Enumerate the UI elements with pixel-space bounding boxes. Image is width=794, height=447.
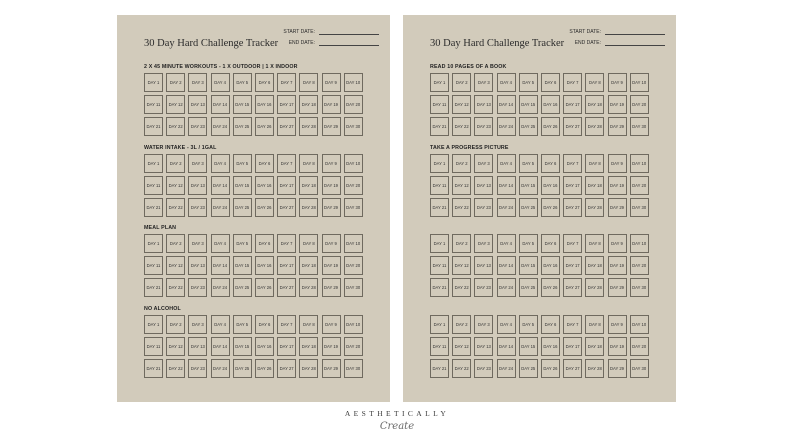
day-checkbox[interactable]: DAY 9 [608, 73, 627, 92]
day-checkbox[interactable]: DAY 16 [541, 176, 560, 195]
day-checkbox[interactable]: DAY 1 [430, 315, 449, 334]
day-checkbox[interactable]: DAY 5 [233, 73, 252, 92]
section-title: NO ALCOHOL [144, 306, 181, 312]
end-date-line[interactable] [605, 40, 665, 46]
day-checkbox[interactable]: DAY 30 [630, 359, 649, 378]
day-checkbox[interactable]: DAY 9 [322, 73, 341, 92]
day-checkbox[interactable]: DAY 7 [277, 154, 296, 173]
day-checkbox[interactable]: DAY 5 [233, 234, 252, 253]
day-grid [144, 315, 363, 378]
day-checkbox[interactable]: DAY 23 [188, 359, 207, 378]
habit-section [430, 64, 649, 136]
day-checkbox[interactable]: DAY 9 [608, 315, 627, 334]
day-checkbox[interactable]: DAY 7 [277, 73, 296, 92]
habit-section [144, 225, 363, 297]
day-checkbox[interactable]: DAY 24 [497, 359, 516, 378]
day-checkbox[interactable]: DAY 17 [563, 337, 582, 356]
day-checkbox[interactable]: DAY 26 [541, 117, 560, 136]
day-checkbox[interactable]: DAY 16 [255, 176, 274, 195]
day-checkbox[interactable]: DAY 29 [608, 359, 627, 378]
day-checkbox[interactable]: DAY 11 [144, 176, 163, 195]
day-checkbox[interactable]: DAY 2 [452, 234, 471, 253]
day-checkbox[interactable]: DAY 29 [608, 117, 627, 136]
day-checkbox[interactable]: DAY 8 [299, 154, 318, 173]
day-checkbox[interactable]: DAY 23 [474, 198, 493, 217]
day-checkbox[interactable]: DAY 27 [277, 278, 296, 297]
day-checkbox[interactable]: DAY 15 [233, 176, 252, 195]
day-checkbox[interactable]: DAY 18 [299, 337, 318, 356]
day-checkbox[interactable]: DAY 14 [497, 176, 516, 195]
day-checkbox[interactable]: DAY 11 [144, 256, 163, 275]
habit-section [430, 145, 649, 217]
day-checkbox[interactable]: DAY 27 [277, 359, 296, 378]
day-checkbox[interactable]: DAY 8 [585, 315, 604, 334]
day-checkbox[interactable]: DAY 6 [255, 154, 274, 173]
day-checkbox[interactable]: DAY 28 [299, 278, 318, 297]
day-checkbox[interactable]: DAY 3 [474, 315, 493, 334]
day-checkbox[interactable]: DAY 18 [585, 176, 604, 195]
day-checkbox[interactable]: DAY 15 [233, 256, 252, 275]
start-date-field[interactable] [553, 29, 665, 35]
day-checkbox[interactable]: DAY 16 [541, 256, 560, 275]
day-checkbox[interactable]: DAY 24 [211, 117, 230, 136]
habit-section [430, 225, 649, 297]
section-title: READ 10 PAGES OF A BOOK [430, 64, 507, 70]
day-checkbox[interactable]: DAY 27 [563, 198, 582, 217]
day-checkbox[interactable]: DAY 17 [563, 176, 582, 195]
day-checkbox[interactable]: DAY 19 [322, 256, 341, 275]
day-checkbox[interactable]: DAY 21 [144, 359, 163, 378]
day-checkbox[interactable]: DAY 3 [188, 234, 207, 253]
day-checkbox[interactable]: DAY 7 [563, 234, 582, 253]
day-checkbox[interactable]: DAY 3 [474, 234, 493, 253]
day-checkbox[interactable]: DAY 22 [166, 278, 185, 297]
day-checkbox[interactable]: DAY 30 [630, 117, 649, 136]
day-checkbox[interactable]: DAY 25 [233, 278, 252, 297]
day-checkbox[interactable]: DAY 9 [322, 315, 341, 334]
day-checkbox[interactable]: DAY 26 [255, 198, 274, 217]
day-checkbox[interactable]: DAY 14 [211, 256, 230, 275]
day-checkbox[interactable]: DAY 19 [608, 176, 627, 195]
day-checkbox[interactable]: DAY 20 [344, 176, 363, 195]
day-checkbox[interactable]: DAY 5 [519, 73, 538, 92]
end-date-label: END DATE: [574, 40, 601, 46]
day-grid [430, 73, 649, 136]
day-checkbox[interactable]: DAY 7 [563, 73, 582, 92]
day-checkbox[interactable]: DAY 2 [452, 73, 471, 92]
section-title [430, 225, 649, 234]
day-checkbox[interactable]: DAY 13 [474, 337, 493, 356]
section-title: MEAL PLAN [144, 225, 177, 231]
day-checkbox[interactable]: DAY 2 [166, 73, 185, 92]
day-checkbox[interactable]: DAY 27 [563, 278, 582, 297]
day-checkbox[interactable]: DAY 8 [299, 234, 318, 253]
start-date-label: START DATE: [569, 29, 601, 35]
day-checkbox[interactable]: DAY 11 [430, 337, 449, 356]
end-date-line[interactable] [319, 40, 379, 46]
start-date-field[interactable] [267, 29, 379, 35]
day-checkbox[interactable]: DAY 6 [541, 154, 560, 173]
day-checkbox[interactable]: DAY 29 [322, 359, 341, 378]
day-checkbox[interactable]: DAY 17 [563, 256, 582, 275]
section-title: TAKE A PROGRESS PICTURE [430, 145, 509, 151]
day-checkbox[interactable]: DAY 21 [144, 117, 163, 136]
day-checkbox[interactable]: DAY 13 [474, 176, 493, 195]
day-checkbox[interactable]: DAY 18 [585, 95, 604, 114]
day-checkbox[interactable]: DAY 11 [144, 95, 163, 114]
day-checkbox[interactable]: DAY 2 [452, 315, 471, 334]
day-checkbox[interactable]: DAY 15 [519, 256, 538, 275]
day-checkbox[interactable]: DAY 7 [563, 315, 582, 334]
day-checkbox[interactable]: DAY 7 [277, 315, 296, 334]
day-checkbox[interactable]: DAY 23 [474, 359, 493, 378]
day-checkbox[interactable]: DAY 20 [630, 256, 649, 275]
day-checkbox[interactable]: DAY 1 [144, 73, 163, 92]
day-checkbox[interactable]: DAY 12 [166, 95, 185, 114]
day-checkbox[interactable]: DAY 8 [585, 73, 604, 92]
day-checkbox[interactable]: DAY 27 [277, 198, 296, 217]
day-checkbox[interactable]: DAY 25 [519, 117, 538, 136]
day-checkbox[interactable]: DAY 12 [166, 256, 185, 275]
day-checkbox[interactable]: DAY 1 [430, 73, 449, 92]
day-checkbox[interactable]: DAY 24 [211, 278, 230, 297]
day-checkbox[interactable]: DAY 12 [452, 256, 471, 275]
day-grid [144, 73, 363, 136]
day-checkbox[interactable]: DAY 3 [474, 154, 493, 173]
day-checkbox[interactable]: DAY 10 [344, 73, 363, 92]
day-checkbox[interactable]: DAY 11 [430, 95, 449, 114]
day-checkbox[interactable]: DAY 29 [322, 278, 341, 297]
start-date-line[interactable] [605, 29, 665, 35]
end-date-label: END DATE: [288, 40, 315, 46]
day-checkbox[interactable]: DAY 8 [299, 315, 318, 334]
day-checkbox[interactable]: DAY 1 [144, 315, 163, 334]
day-checkbox[interactable]: DAY 6 [541, 73, 560, 92]
day-checkbox[interactable]: DAY 15 [519, 176, 538, 195]
day-checkbox[interactable]: DAY 25 [519, 359, 538, 378]
day-grid [430, 315, 649, 378]
end-date-field[interactable] [267, 40, 379, 46]
day-checkbox[interactable]: DAY 29 [608, 198, 627, 217]
day-checkbox[interactable]: DAY 14 [211, 176, 230, 195]
day-checkbox[interactable]: DAY 30 [344, 359, 363, 378]
day-checkbox[interactable]: DAY 12 [452, 95, 471, 114]
day-checkbox[interactable]: DAY 11 [430, 176, 449, 195]
day-checkbox[interactable]: DAY 4 [211, 154, 230, 173]
day-checkbox[interactable]: DAY 10 [630, 73, 649, 92]
day-checkbox[interactable]: DAY 18 [299, 256, 318, 275]
day-checkbox[interactable]: DAY 29 [608, 278, 627, 297]
day-checkbox[interactable]: DAY 27 [563, 117, 582, 136]
day-checkbox[interactable]: DAY 5 [519, 234, 538, 253]
day-checkbox[interactable]: DAY 13 [474, 256, 493, 275]
day-checkbox[interactable]: DAY 15 [519, 95, 538, 114]
day-checkbox[interactable]: DAY 24 [211, 359, 230, 378]
day-checkbox[interactable]: DAY 1 [144, 234, 163, 253]
day-checkbox[interactable]: DAY 28 [585, 117, 604, 136]
day-checkbox[interactable]: DAY 13 [188, 256, 207, 275]
day-checkbox[interactable]: DAY 1 [144, 154, 163, 173]
day-checkbox[interactable]: DAY 2 [166, 315, 185, 334]
start-date-line[interactable] [319, 29, 379, 35]
day-checkbox[interactable]: DAY 21 [430, 117, 449, 136]
day-checkbox[interactable]: DAY 11 [430, 256, 449, 275]
day-checkbox[interactable]: DAY 19 [322, 176, 341, 195]
day-checkbox[interactable]: DAY 16 [255, 256, 274, 275]
day-checkbox[interactable]: DAY 30 [630, 278, 649, 297]
day-grid [144, 234, 363, 297]
day-checkbox[interactable]: DAY 19 [322, 337, 341, 356]
day-checkbox[interactable]: DAY 5 [233, 154, 252, 173]
day-checkbox[interactable]: DAY 5 [519, 315, 538, 334]
day-checkbox[interactable]: DAY 17 [277, 337, 296, 356]
day-checkbox[interactable]: DAY 2 [452, 154, 471, 173]
tracker-page-right [403, 15, 676, 402]
day-checkbox[interactable]: DAY 19 [608, 95, 627, 114]
day-checkbox[interactable]: DAY 23 [474, 117, 493, 136]
day-checkbox[interactable]: DAY 12 [166, 176, 185, 195]
day-checkbox[interactable]: DAY 5 [519, 154, 538, 173]
day-checkbox[interactable]: DAY 19 [608, 256, 627, 275]
day-checkbox[interactable]: DAY 22 [166, 359, 185, 378]
day-checkbox[interactable]: DAY 1 [430, 234, 449, 253]
day-grid [430, 154, 649, 217]
day-checkbox[interactable]: DAY 22 [452, 198, 471, 217]
day-checkbox[interactable]: DAY 15 [233, 95, 252, 114]
day-checkbox[interactable]: DAY 4 [497, 154, 516, 173]
day-checkbox[interactable]: DAY 5 [233, 315, 252, 334]
day-checkbox[interactable]: DAY 22 [452, 278, 471, 297]
day-checkbox[interactable]: DAY 9 [608, 154, 627, 173]
day-checkbox[interactable]: DAY 23 [474, 278, 493, 297]
day-checkbox[interactable]: DAY 4 [211, 73, 230, 92]
day-checkbox[interactable]: DAY 25 [233, 198, 252, 217]
section-title: WATER INTAKE - 3L / 1GAL [144, 145, 217, 151]
day-checkbox[interactable]: DAY 20 [344, 95, 363, 114]
day-checkbox[interactable]: DAY 26 [541, 278, 560, 297]
day-checkbox[interactable]: DAY 6 [255, 234, 274, 253]
day-checkbox[interactable]: DAY 25 [233, 117, 252, 136]
day-checkbox[interactable]: DAY 9 [322, 234, 341, 253]
day-checkbox[interactable]: DAY 14 [497, 256, 516, 275]
day-checkbox[interactable]: DAY 19 [322, 95, 341, 114]
day-checkbox[interactable]: DAY 13 [188, 176, 207, 195]
day-checkbox[interactable]: DAY 30 [344, 198, 363, 217]
day-checkbox[interactable]: DAY 6 [541, 234, 560, 253]
day-checkbox[interactable]: DAY 14 [211, 95, 230, 114]
day-checkbox[interactable]: DAY 14 [497, 95, 516, 114]
day-checkbox[interactable]: DAY 4 [497, 315, 516, 334]
day-checkbox[interactable]: DAY 12 [452, 337, 471, 356]
day-grid [430, 234, 649, 297]
day-checkbox[interactable]: DAY 9 [608, 234, 627, 253]
day-checkbox[interactable]: DAY 28 [585, 198, 604, 217]
day-checkbox[interactable]: DAY 22 [452, 117, 471, 136]
day-checkbox[interactable]: DAY 30 [344, 117, 363, 136]
day-grid [144, 154, 363, 217]
day-checkbox[interactable]: DAY 22 [166, 198, 185, 217]
day-checkbox[interactable]: DAY 3 [188, 154, 207, 173]
day-checkbox[interactable]: DAY 21 [430, 359, 449, 378]
day-checkbox[interactable]: DAY 25 [519, 198, 538, 217]
day-checkbox[interactable]: DAY 10 [344, 315, 363, 334]
day-checkbox[interactable]: DAY 14 [497, 337, 516, 356]
day-checkbox[interactable]: DAY 7 [563, 154, 582, 173]
brand-script: Create [379, 421, 415, 432]
day-checkbox[interactable]: DAY 21 [144, 198, 163, 217]
day-checkbox[interactable]: DAY 4 [211, 315, 230, 334]
habit-section [144, 64, 363, 136]
day-checkbox[interactable]: DAY 12 [452, 176, 471, 195]
tracker-page-left [117, 15, 390, 402]
day-checkbox[interactable]: DAY 18 [585, 256, 604, 275]
day-checkbox[interactable]: DAY 20 [630, 95, 649, 114]
day-checkbox[interactable]: DAY 26 [255, 278, 274, 297]
day-checkbox[interactable]: DAY 17 [563, 95, 582, 114]
day-checkbox[interactable]: DAY 2 [166, 154, 185, 173]
day-checkbox[interactable]: DAY 4 [497, 234, 516, 253]
day-checkbox[interactable]: DAY 2 [166, 234, 185, 253]
day-checkbox[interactable]: DAY 17 [277, 95, 296, 114]
day-checkbox[interactable]: DAY 11 [144, 337, 163, 356]
day-checkbox[interactable]: DAY 30 [344, 278, 363, 297]
day-checkbox[interactable]: DAY 24 [497, 117, 516, 136]
section-title [430, 306, 649, 315]
day-checkbox[interactable]: DAY 27 [563, 359, 582, 378]
day-checkbox[interactable]: DAY 27 [277, 117, 296, 136]
day-checkbox[interactable]: DAY 29 [322, 117, 341, 136]
day-checkbox[interactable]: DAY 18 [299, 95, 318, 114]
page-title: 30 Day Hard Challenge Tracker [430, 38, 565, 49]
day-checkbox[interactable]: DAY 21 [430, 278, 449, 297]
day-checkbox[interactable]: DAY 19 [608, 337, 627, 356]
habit-section [430, 306, 649, 378]
day-checkbox[interactable]: DAY 10 [344, 154, 363, 173]
day-checkbox[interactable]: DAY 6 [255, 73, 274, 92]
section-title: 2 X 45 MINUTE WORKOUTS - 1 X OUTDOOR | 1 X INDOOR [144, 64, 298, 70]
day-checkbox[interactable]: DAY 10 [630, 234, 649, 253]
day-checkbox[interactable]: DAY 23 [188, 278, 207, 297]
page-title: 30 Day Hard Challenge Tracker [144, 38, 279, 49]
day-checkbox[interactable]: DAY 23 [188, 198, 207, 217]
day-checkbox[interactable]: DAY 16 [255, 337, 274, 356]
day-checkbox[interactable]: DAY 22 [166, 117, 185, 136]
day-checkbox[interactable]: DAY 30 [630, 198, 649, 217]
day-checkbox[interactable]: DAY 28 [299, 117, 318, 136]
start-date-label: START DATE: [283, 29, 315, 35]
day-checkbox[interactable]: DAY 29 [322, 198, 341, 217]
day-checkbox[interactable]: DAY 20 [344, 256, 363, 275]
day-checkbox[interactable]: DAY 3 [188, 73, 207, 92]
day-checkbox[interactable]: DAY 9 [322, 154, 341, 173]
day-checkbox[interactable]: DAY 26 [255, 117, 274, 136]
day-checkbox[interactable]: DAY 17 [277, 256, 296, 275]
day-checkbox[interactable]: DAY 10 [630, 154, 649, 173]
day-checkbox[interactable]: DAY 12 [166, 337, 185, 356]
day-checkbox[interactable]: DAY 18 [299, 176, 318, 195]
day-checkbox[interactable]: DAY 20 [630, 176, 649, 195]
day-checkbox[interactable]: DAY 3 [474, 73, 493, 92]
day-checkbox[interactable]: DAY 6 [541, 315, 560, 334]
day-checkbox[interactable]: DAY 4 [497, 73, 516, 92]
day-checkbox[interactable]: DAY 4 [211, 234, 230, 253]
day-checkbox[interactable]: DAY 28 [299, 198, 318, 217]
day-checkbox[interactable]: DAY 1 [430, 154, 449, 173]
day-checkbox[interactable]: DAY 26 [541, 198, 560, 217]
day-checkbox[interactable]: DAY 24 [211, 198, 230, 217]
habit-section [144, 306, 363, 378]
day-checkbox[interactable]: DAY 21 [430, 198, 449, 217]
day-checkbox[interactable]: DAY 8 [585, 234, 604, 253]
day-checkbox[interactable]: DAY 15 [519, 337, 538, 356]
day-checkbox[interactable]: DAY 16 [541, 337, 560, 356]
day-checkbox[interactable]: DAY 10 [630, 315, 649, 334]
day-checkbox[interactable]: DAY 20 [344, 337, 363, 356]
day-checkbox[interactable]: DAY 16 [541, 95, 560, 114]
day-checkbox[interactable]: DAY 3 [188, 315, 207, 334]
day-checkbox[interactable]: DAY 26 [255, 359, 274, 378]
day-checkbox[interactable]: DAY 15 [233, 337, 252, 356]
day-checkbox[interactable]: DAY 20 [630, 337, 649, 356]
day-checkbox[interactable]: DAY 8 [585, 154, 604, 173]
day-checkbox[interactable]: DAY 17 [277, 176, 296, 195]
day-checkbox[interactable]: DAY 13 [188, 95, 207, 114]
end-date-field[interactable] [553, 40, 665, 46]
day-checkbox[interactable]: DAY 23 [188, 117, 207, 136]
day-checkbox[interactable]: DAY 21 [144, 278, 163, 297]
habit-section [144, 145, 363, 217]
day-checkbox[interactable]: DAY 28 [585, 278, 604, 297]
day-checkbox[interactable]: DAY 18 [585, 337, 604, 356]
day-checkbox[interactable]: DAY 7 [277, 234, 296, 253]
day-checkbox[interactable]: DAY 22 [452, 359, 471, 378]
day-checkbox[interactable]: DAY 24 [497, 198, 516, 217]
day-checkbox[interactable]: DAY 6 [255, 315, 274, 334]
day-checkbox[interactable]: DAY 13 [474, 95, 493, 114]
day-checkbox[interactable]: DAY 10 [344, 234, 363, 253]
day-checkbox[interactable]: DAY 24 [497, 278, 516, 297]
day-checkbox[interactable]: DAY 14 [211, 337, 230, 356]
day-checkbox[interactable]: DAY 28 [585, 359, 604, 378]
day-checkbox[interactable]: DAY 25 [519, 278, 538, 297]
brand-name: AESTHETICALLY [344, 409, 450, 418]
day-checkbox[interactable]: DAY 13 [188, 337, 207, 356]
day-checkbox[interactable]: DAY 16 [255, 95, 274, 114]
day-checkbox[interactable]: DAY 28 [299, 359, 318, 378]
day-checkbox[interactable]: DAY 26 [541, 359, 560, 378]
day-checkbox[interactable]: DAY 8 [299, 73, 318, 92]
day-checkbox[interactable]: DAY 25 [233, 359, 252, 378]
